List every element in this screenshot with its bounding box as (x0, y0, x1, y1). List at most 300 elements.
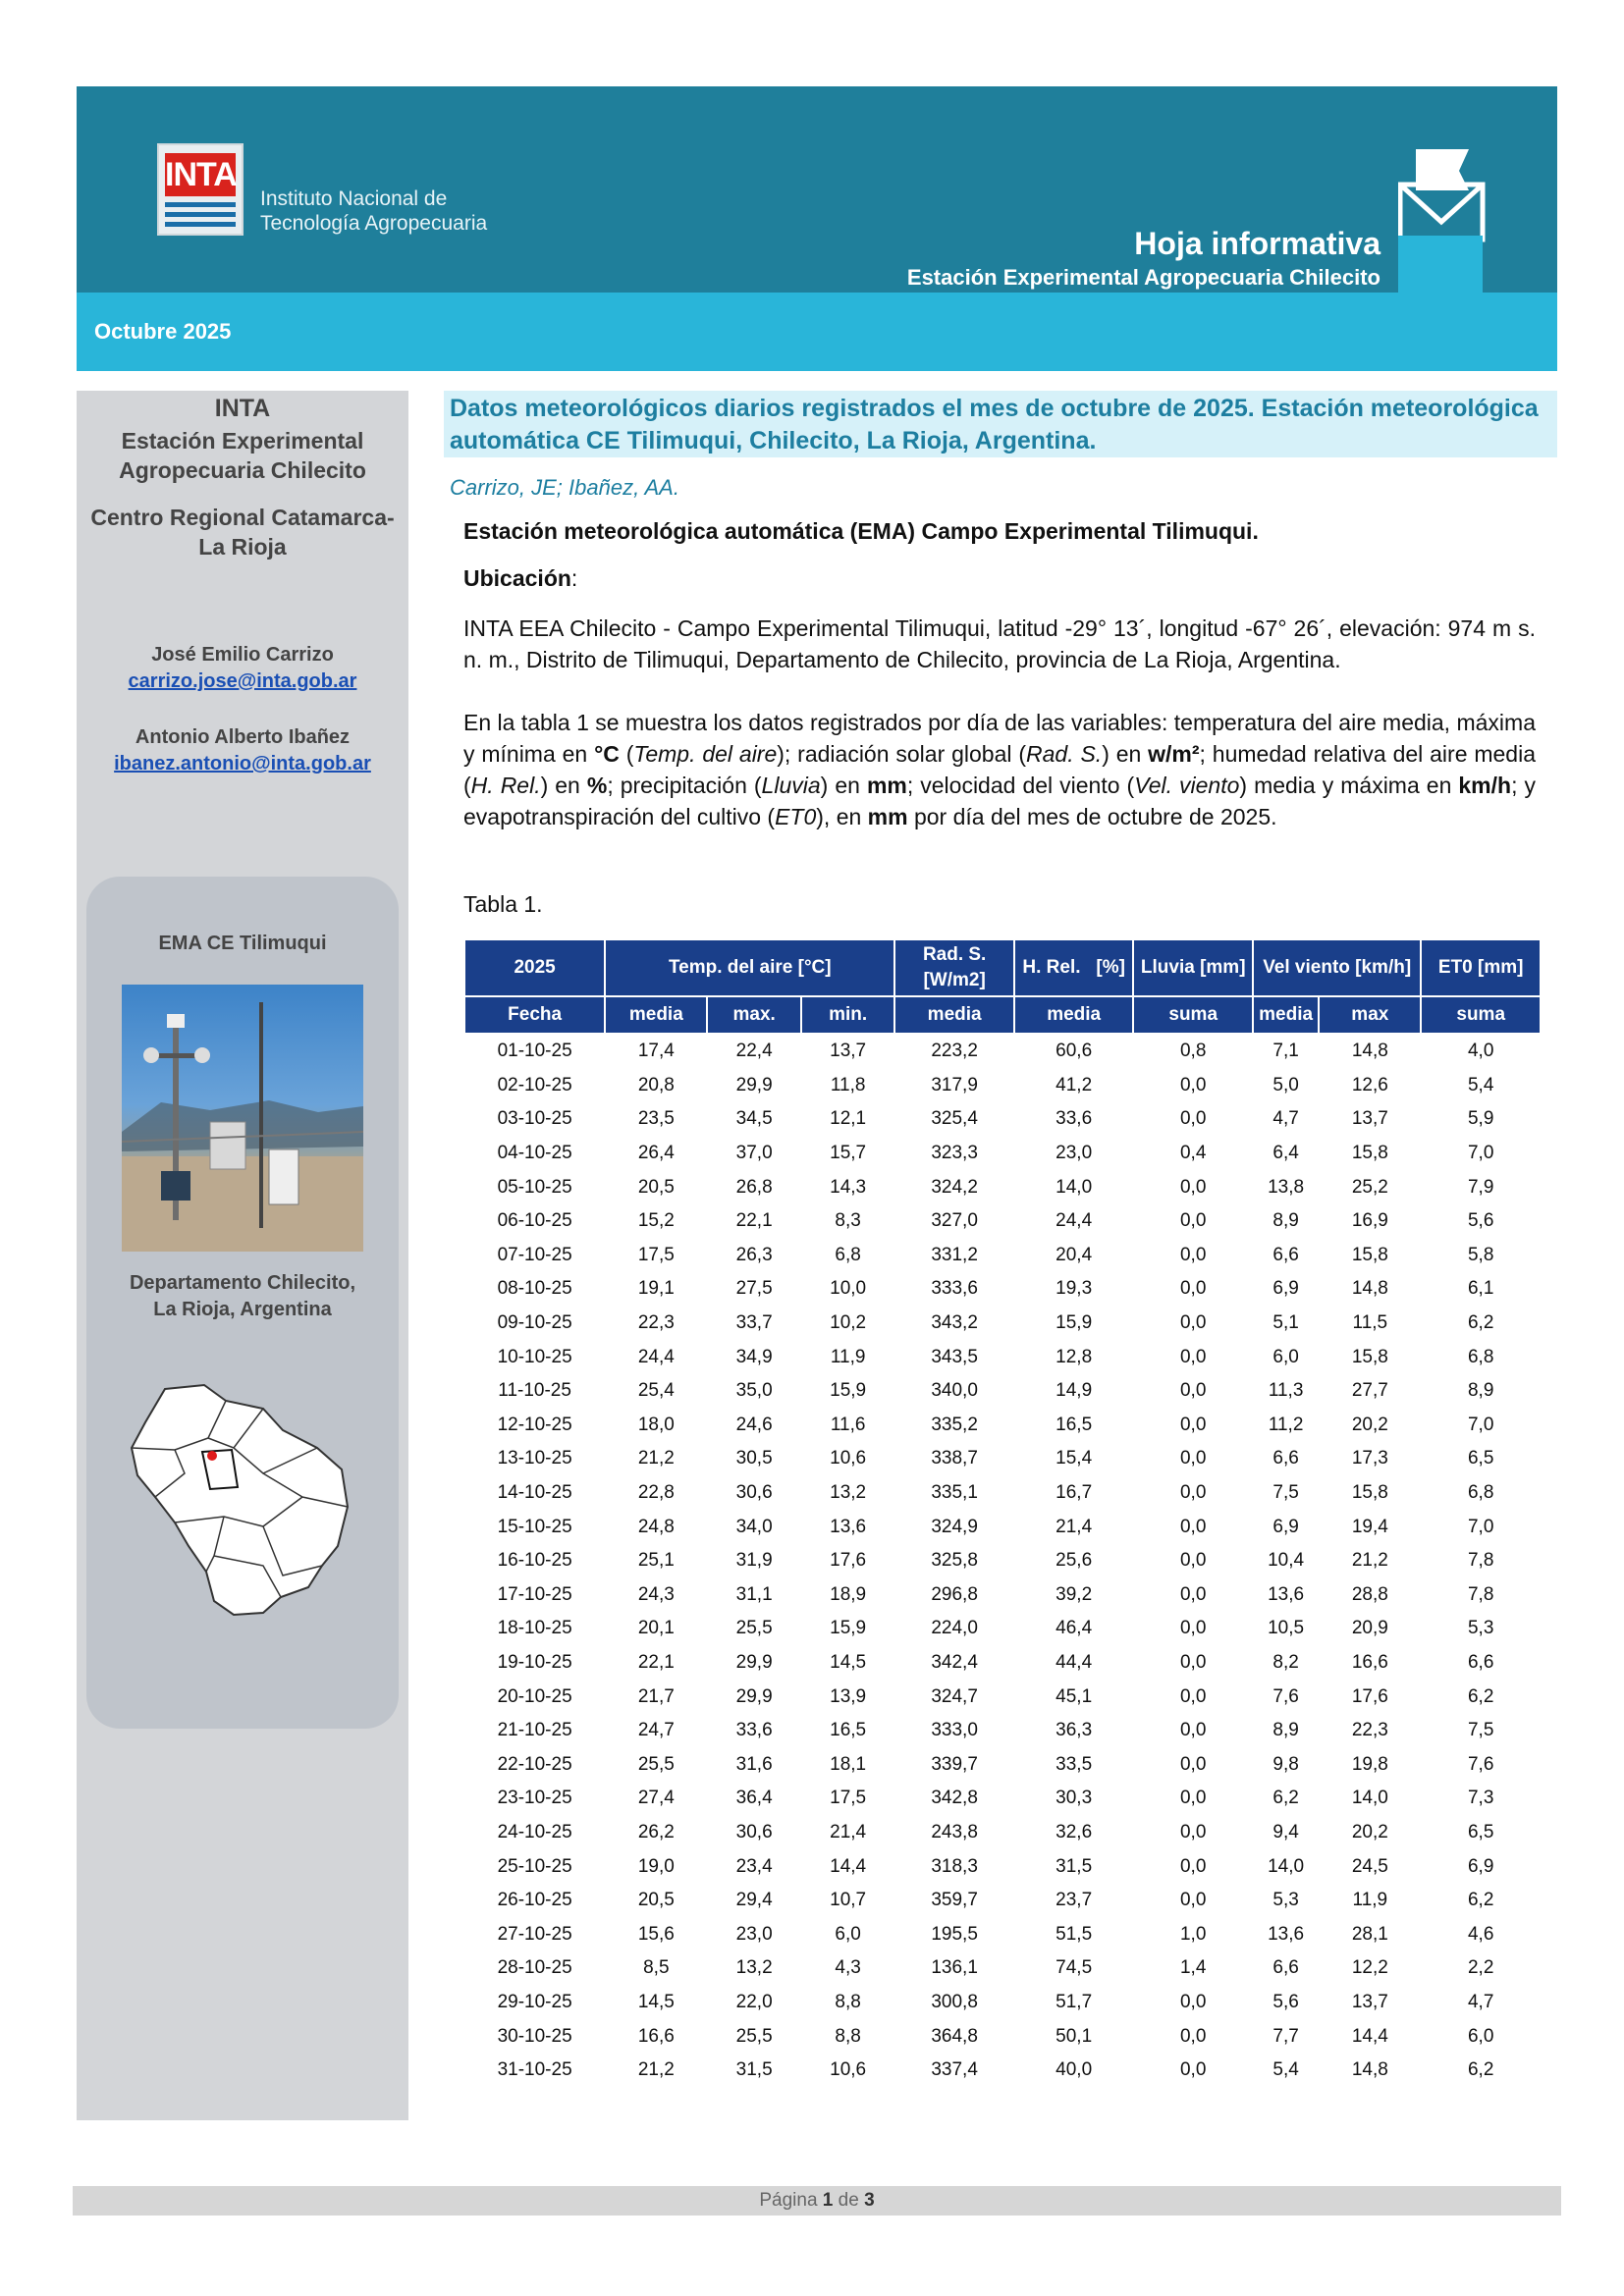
header-et0: ET0 [mm] (1421, 939, 1541, 996)
table-cell: 0,0 (1179, 1855, 1207, 1877)
table-cell: 0,0 (1179, 1380, 1207, 1402)
table-cell: 325,8 (931, 1550, 978, 1572)
table-cell: 6,8 (1467, 1346, 1494, 1367)
table-cell: 22,1 (637, 1651, 675, 1673)
table-cell: 23,4 (735, 1855, 773, 1877)
table-cell: 15,9 (830, 1380, 867, 1402)
table-cell: 6,2 (1467, 1890, 1494, 1911)
table-cell: 14,8 (1351, 1041, 1388, 1062)
table-cell: 11,5 (1352, 1312, 1388, 1334)
table-cell: 327,0 (931, 1210, 978, 1232)
table-row (464, 1034, 1541, 1069)
table-cell: 136,1 (931, 1957, 978, 1979)
table-cell: 0,0 (1179, 1991, 1207, 2012)
table-cell: 317,9 (931, 1074, 978, 1095)
table-cell: 40,0 (1056, 2059, 1093, 2081)
table-cell: 29,9 (735, 1651, 773, 1673)
table-cell: 323,3 (931, 1143, 978, 1164)
table-cell: 27-10-25 (497, 1923, 572, 1945)
table-cell: 16,9 (1351, 1210, 1388, 1232)
table-cell: 7,5 (1467, 1720, 1494, 1741)
table-cell: 0,0 (1179, 1414, 1207, 1435)
table-cell: 30,3 (1056, 1788, 1093, 1809)
table-cell: 8,5 (643, 1957, 670, 1979)
author1-email-link[interactable]: carrizo.jose@inta.gob.ar (128, 670, 357, 692)
table-cell: 21,2 (637, 1448, 675, 1469)
table-cell: 15,9 (1056, 1312, 1093, 1334)
table-cell: 39,2 (1056, 1583, 1093, 1605)
table-row (464, 2019, 1541, 2054)
table-cell: 24,4 (637, 1346, 675, 1367)
table-cell: 0,0 (1179, 1821, 1207, 1842)
table-cell: 25,5 (735, 2025, 773, 2047)
table-cell: 6,2 (1467, 1685, 1494, 1707)
table-cell: 13,8 (1268, 1176, 1305, 1198)
table-cell: 20,5 (637, 1890, 675, 1911)
table-cell: 23,5 (637, 1108, 675, 1130)
table-cell: 20,2 (1351, 1414, 1388, 1435)
table-cell: 11,8 (830, 1074, 866, 1095)
table-cell: 36,3 (1056, 1720, 1093, 1741)
table-cell: 46,4 (1056, 1618, 1093, 1639)
table-cell: 14,0 (1351, 1788, 1388, 1809)
table-cell: 25,5 (637, 1753, 675, 1775)
ubicacion-text: INTA EEA Chilecito - Campo Experimental Tilimuqui, latitud -29° 13´, longitud -67° 26´, elevación: 974 m s. n. m., Distrito de Tilimuqui, Departamento de Chilecito, provincia de La Rioja, Argentina. (463, 615, 1536, 672)
table-cell: 11,9 (1352, 1890, 1388, 1911)
table-cell: 19,3 (1056, 1278, 1093, 1300)
subheader-cell: suma (1421, 996, 1541, 1034)
table-cell: 6,2 (1467, 1312, 1494, 1334)
table-cell: 22-10-25 (497, 1753, 572, 1775)
table-cell: 343,2 (931, 1312, 978, 1334)
table-cell: 1,0 (1179, 1923, 1207, 1945)
table-cell: 8,2 (1272, 1651, 1299, 1673)
table-cell: 15,4 (1056, 1448, 1093, 1469)
weather-station-illustration (122, 985, 363, 1252)
table-cell: 14,0 (1268, 1855, 1305, 1877)
inta-logo (157, 143, 244, 236)
table-cell: 337,4 (931, 2059, 978, 2081)
table-cell: 6,5 (1467, 1448, 1494, 1469)
table-cell: 24,3 (637, 1583, 675, 1605)
table-cell: 17,5 (830, 1788, 867, 1809)
table-cell: 13,2 (830, 1482, 867, 1504)
subheader-cell: max (1319, 996, 1421, 1034)
table-cell: 25,1 (637, 1550, 675, 1572)
table-cell: 11-10-25 (498, 1380, 571, 1402)
table-row (464, 2054, 1541, 2088)
subheader-cell: max. (707, 996, 800, 1034)
table-cell: 339,7 (931, 1753, 978, 1775)
table-cell: 7,5 (1272, 1482, 1299, 1504)
table-cell: 364,8 (931, 2025, 978, 2047)
table-cell: 0,0 (1179, 1720, 1207, 1741)
table-row (464, 1409, 1541, 1443)
table-cell: 07-10-25 (497, 1244, 572, 1265)
table-cell: 7,0 (1467, 1143, 1494, 1164)
table-cell: 1,4 (1179, 1957, 1207, 1979)
table-cell: 11,2 (1268, 1414, 1304, 1435)
table-cell: 21,4 (830, 1821, 867, 1842)
table-cell: 0,0 (1179, 1685, 1207, 1707)
table-cell: 343,5 (931, 1346, 978, 1367)
table-cell: 31,5 (735, 2059, 773, 2081)
table-cell: 7,8 (1467, 1550, 1494, 1572)
subheader-cell: Fecha (464, 996, 605, 1034)
table-cell: 13,7 (830, 1041, 867, 1062)
table-cell: 13,6 (1268, 1923, 1305, 1945)
author2-email-link[interactable]: ibanez.antonio@inta.gob.ar (114, 753, 371, 774)
table-cell: 342,8 (931, 1788, 978, 1809)
table-cell: 26,4 (637, 1143, 675, 1164)
table-cell: 8,9 (1272, 1720, 1299, 1741)
table-cell: 29,9 (735, 1685, 773, 1707)
table-cell: 6,9 (1272, 1278, 1299, 1300)
table-cell: 10,0 (830, 1278, 867, 1300)
table-cell: 0,4 (1179, 1143, 1207, 1164)
table-row (464, 1170, 1541, 1204)
table-cell: 11,9 (830, 1346, 866, 1367)
table-row (464, 1884, 1541, 1918)
table-cell: 14,4 (830, 1855, 867, 1877)
table-row (464, 1069, 1541, 1103)
table-cell: 4,7 (1272, 1108, 1299, 1130)
table-cell: 25,5 (735, 1618, 773, 1639)
station-photo (122, 985, 363, 1252)
table-cell: 37,0 (735, 1143, 773, 1164)
table-cell: 6,1 (1467, 1278, 1494, 1300)
table-cell: 31-10-25 (497, 2059, 572, 2081)
table-row (464, 1816, 1541, 1850)
table-cell: 16,7 (1056, 1482, 1093, 1504)
table-cell: 14,5 (830, 1651, 867, 1673)
table-cell: 324,2 (931, 1176, 978, 1198)
institute-name: Instituto Nacional de Tecnología Agropecuaria (260, 187, 488, 235)
table-cell: 14,5 (637, 1991, 675, 2012)
table-cell: 13,6 (1268, 1583, 1305, 1605)
table-cell: 13,9 (830, 1685, 867, 1707)
table-cell: 4,6 (1467, 1923, 1494, 1945)
table-cell: 6,8 (1467, 1482, 1494, 1504)
table-cell: 60,6 (1056, 1041, 1093, 1062)
table-cell: 23,0 (735, 1923, 773, 1945)
table-cell: 5,4 (1272, 2059, 1299, 2081)
table-cell: 30-10-25 (497, 2025, 572, 2047)
table-cell: 12,2 (1351, 1957, 1388, 1979)
table-cell: 0,0 (1179, 1244, 1207, 1265)
table-cell: 333,6 (931, 1278, 978, 1300)
table-row (464, 1782, 1541, 1816)
table-cell: 20,1 (637, 1618, 675, 1639)
table-cell: 15,7 (830, 1143, 867, 1164)
table-cell: 12,6 (1351, 1074, 1388, 1095)
table-cell: 6,6 (1272, 1957, 1299, 1979)
table-cell: 05-10-25 (497, 1176, 572, 1198)
table-cell: 17,3 (1351, 1448, 1388, 1469)
table-cell: 29,9 (735, 1074, 773, 1095)
author1-name: José Emilio Carrizo (151, 644, 334, 666)
table-cell: 26-10-25 (497, 1890, 572, 1911)
table-cell: 29,4 (735, 1890, 773, 1911)
table-cell: 0,0 (1179, 1516, 1207, 1537)
table-cell: 340,0 (931, 1380, 978, 1402)
table-cell: 16,6 (637, 2025, 675, 2047)
table-row (464, 1137, 1541, 1171)
table-cell: 12,1 (830, 1108, 867, 1130)
table-cell: 8,8 (835, 1991, 861, 2012)
table-cell: 6,9 (1467, 1855, 1494, 1877)
table-cell: 5,6 (1467, 1210, 1494, 1232)
table-cell: 7,1 (1272, 1041, 1299, 1062)
table-cell: 13,7 (1351, 1108, 1388, 1130)
author2-name: Antonio Alberto Ibañez (135, 726, 351, 748)
table-cell: 51,5 (1056, 1923, 1093, 1945)
table-cell: 18-10-25 (497, 1618, 572, 1639)
table-cell: 0,0 (1179, 1448, 1207, 1469)
table-cell: 25,6 (1056, 1550, 1093, 1572)
table-cell: 22,0 (735, 1991, 773, 2012)
table-cell: 7,0 (1467, 1414, 1494, 1435)
table-cell: 342,4 (931, 1651, 978, 1673)
table-cell: 4,0 (1467, 1041, 1494, 1062)
header-year: 2025 (464, 939, 605, 996)
table-cell: 24,4 (1056, 1210, 1093, 1232)
table-cell: 15,8 (1351, 1346, 1388, 1367)
table-row (464, 1578, 1541, 1613)
table-cell: 5,9 (1467, 1108, 1494, 1130)
table-cell: 5,4 (1467, 1074, 1494, 1095)
table-cell: 14,0 (1056, 1176, 1093, 1198)
header-subrow (464, 996, 1541, 1034)
table-cell: 28,8 (1351, 1583, 1388, 1605)
table-cell: 0,0 (1179, 1210, 1207, 1232)
table-cell: 296,8 (931, 1583, 978, 1605)
table-cell: 4,7 (1467, 1991, 1494, 2012)
table-cell: 331,2 (931, 1244, 978, 1265)
table-cell: 22,3 (637, 1312, 675, 1334)
table-cell: 18,0 (637, 1414, 675, 1435)
table-row (464, 1340, 1541, 1374)
table-cell: 29-10-25 (497, 1991, 572, 2012)
table-cell: 8,9 (1272, 1210, 1299, 1232)
table-cell: 5,1 (1272, 1312, 1299, 1334)
table-cell: 21,2 (1351, 1550, 1388, 1572)
table-cell: 15,8 (1351, 1482, 1388, 1504)
table-label: Tabla 1. (463, 891, 543, 917)
table-row (464, 1374, 1541, 1409)
table-cell: 0,0 (1179, 1753, 1207, 1775)
table-cell: 6,2 (1272, 1788, 1299, 1809)
table-row (464, 1102, 1541, 1137)
table-cell: 10,7 (830, 1890, 867, 1911)
table-cell: 30,6 (735, 1482, 773, 1504)
table-cell: 31,1 (735, 1583, 773, 1605)
table-cell: 0,0 (1179, 1550, 1207, 1572)
table-cell: 22,1 (735, 1210, 773, 1232)
table-cell: 17,4 (637, 1041, 675, 1062)
table-cell: 22,8 (637, 1482, 675, 1504)
subheader-cell: suma (1133, 996, 1253, 1034)
header-hrel: H. Rel. [%] (1014, 939, 1134, 996)
envelope-base (1398, 236, 1483, 293)
table-cell: 15,8 (1351, 1244, 1388, 1265)
sidebar-org: INTA (214, 395, 271, 422)
table-cell: 27,4 (637, 1788, 675, 1809)
header-band (77, 293, 1557, 371)
table-row (464, 1951, 1541, 1986)
station-card-title: EMA CE Tilimuqui (158, 933, 327, 954)
ema-heading: Estación meteorológica automática (EMA) Campo Experimental Tilimuqui. (463, 518, 1259, 544)
table-cell: 14,9 (1056, 1380, 1093, 1402)
table-cell: 30,6 (735, 1821, 773, 1842)
table-cell: 10,4 (1268, 1550, 1305, 1572)
table-cell: 9,8 (1272, 1753, 1299, 1775)
table-cell: 335,2 (931, 1414, 978, 1435)
table-row (464, 1510, 1541, 1544)
table-cell: 13-10-25 (497, 1448, 572, 1469)
table-cell: 5,6 (1272, 1991, 1299, 2012)
la-rioja-map (116, 1379, 361, 1625)
table-cell: 0,0 (1179, 1618, 1207, 1639)
table-cell: 13,2 (735, 1957, 773, 1979)
table-cell: 22,3 (1351, 1720, 1388, 1741)
table-cell: 30,5 (735, 1448, 773, 1469)
table-cell: 19,8 (1351, 1753, 1388, 1775)
table-cell: 16,5 (1056, 1414, 1093, 1435)
table-cell: 06-10-25 (497, 1210, 572, 1232)
table-cell: 7,6 (1272, 1685, 1299, 1707)
table-row (464, 1204, 1541, 1239)
table-cell: 7,3 (1467, 1788, 1494, 1809)
subheader-cell: min. (801, 996, 894, 1034)
table-cell: 359,7 (931, 1890, 978, 1911)
table-cell: 26,3 (735, 1244, 773, 1265)
table-cell: 24,5 (1351, 1855, 1388, 1877)
table-cell: 0,0 (1179, 1278, 1207, 1300)
table-cell: 17,6 (1351, 1685, 1388, 1707)
table-cell: 13,7 (1351, 1991, 1388, 2012)
table-cell: 6,2 (1467, 2059, 1494, 2081)
table-cell: 02-10-25 (497, 1074, 572, 1095)
table-row (464, 1272, 1541, 1307)
table-cell: 27,5 (735, 1278, 773, 1300)
table-cell: 0,0 (1179, 1651, 1207, 1673)
table-row (464, 1747, 1541, 1782)
table-cell: 25,4 (637, 1380, 675, 1402)
table-row (464, 1646, 1541, 1681)
envelope-icon (1398, 145, 1487, 243)
table-cell: 0,0 (1179, 1482, 1207, 1504)
table-row (464, 1917, 1541, 1951)
table-cell: 0,0 (1179, 2059, 1207, 2081)
table-cell: 4,3 (835, 1957, 861, 1979)
table-cell: 20-10-25 (497, 1685, 572, 1707)
table-cell: 6,6 (1272, 1448, 1299, 1469)
table-intro-text: En la tabla 1 se muestra los datos registrados por día de las variables: temperatura del aire media, máxima y mínima en °C (Temp. del aire); radiación solar global (Rad. S.) en w/m²; humedad relativa del aire media (H. Rel.) en %; precipitación (Lluvia) en mm; velocidad del viento (Vel. viento) media y máxima en km/h; y evapotranspiración del cultivo (ET0), en mm por día del mes de octubre de 2025. (463, 710, 1536, 829)
table-cell: 17,5 (637, 1244, 675, 1265)
issue-month: Octubre 2025 (94, 319, 232, 344)
table-cell: 0,0 (1179, 1788, 1207, 1809)
table-cell: 324,7 (931, 1685, 978, 1707)
table-row (464, 1476, 1541, 1511)
table-cell: 36,4 (735, 1788, 773, 1809)
table-cell: 9,4 (1272, 1821, 1299, 1842)
table-cell: 45,1 (1056, 1685, 1093, 1707)
table-cell: 0,0 (1179, 1108, 1207, 1130)
table-cell: 33,7 (735, 1312, 773, 1334)
table-cell: 0,8 (1179, 1041, 1207, 1062)
author2-block (77, 724, 408, 777)
table-cell: 6,0 (1467, 2025, 1494, 2047)
table-cell: 23,7 (1056, 1890, 1093, 1911)
table-cell: 24-10-25 (497, 1821, 572, 1842)
table-cell: 20,5 (637, 1176, 675, 1198)
table-cell: 33,5 (1056, 1753, 1093, 1775)
table-cell: 0,0 (1179, 1074, 1207, 1095)
table-cell: 6,6 (1272, 1244, 1299, 1265)
table-cell: 22,4 (735, 1041, 773, 1062)
table-cell: 44,4 (1056, 1651, 1093, 1673)
table-cell: 224,0 (931, 1618, 978, 1639)
ubicacion-heading: Ubicación: (463, 565, 578, 591)
table-cell: 223,2 (931, 1041, 978, 1062)
table-cell: 12-10-25 (497, 1414, 572, 1435)
table-cell: 300,8 (931, 1991, 978, 2012)
table-cell: 24,8 (637, 1516, 675, 1537)
table-cell: 6,9 (1272, 1516, 1299, 1537)
table-cell: 19,0 (637, 1855, 675, 1877)
table-cell: 03-10-25 (497, 1108, 572, 1130)
table-cell: 34,5 (735, 1108, 773, 1130)
table-cell: 34,9 (735, 1346, 773, 1367)
table-cell: 20,4 (1056, 1244, 1093, 1265)
table-cell: 08-10-25 (497, 1278, 572, 1300)
table-cell: 6,0 (1272, 1346, 1299, 1367)
table-cell: 338,7 (931, 1448, 978, 1469)
table-cell: 243,8 (931, 1821, 978, 1842)
table-cell: 20,9 (1351, 1618, 1388, 1639)
table-cell: 09-10-25 (497, 1312, 572, 1334)
table-cell: 15,2 (637, 1210, 675, 1232)
table-cell: 18,1 (830, 1753, 867, 1775)
table-cell: 21,4 (1056, 1516, 1093, 1537)
table-cell: 10,6 (830, 1448, 867, 1469)
table-cell: 31,9 (735, 1550, 773, 1572)
table-cell: 10,2 (830, 1312, 867, 1334)
table-cell: 50,1 (1056, 2025, 1093, 2047)
table-cell: 335,1 (931, 1482, 978, 1504)
table-cell: 11,6 (830, 1414, 866, 1435)
table-cell: 15,8 (1351, 1143, 1388, 1164)
header-temp: Temp. del aire [°C] (605, 939, 894, 996)
page-footer: Página 1 de 3 (73, 2186, 1561, 2216)
table-cell: 24,6 (735, 1414, 773, 1435)
table-cell: 333,0 (931, 1720, 978, 1741)
table-cell: 17-10-25 (497, 1583, 572, 1605)
table-row (464, 1849, 1541, 1884)
table-cell: 28,1 (1351, 1923, 1388, 1945)
author1-block (77, 642, 408, 695)
table-cell: 10,6 (830, 2059, 867, 2081)
table-cell: 28-10-25 (497, 1957, 572, 1979)
newsletter-title: Hoja informativa (1134, 226, 1380, 261)
table-cell: 6,6 (1467, 1651, 1494, 1673)
table-cell: 23,0 (1056, 1143, 1093, 1164)
table-cell: 0,0 (1179, 1583, 1207, 1605)
table-cell: 16,5 (830, 1720, 867, 1741)
table-cell: 6,4 (1272, 1143, 1299, 1164)
header-lluvia: Lluvia [mm] (1133, 939, 1253, 996)
